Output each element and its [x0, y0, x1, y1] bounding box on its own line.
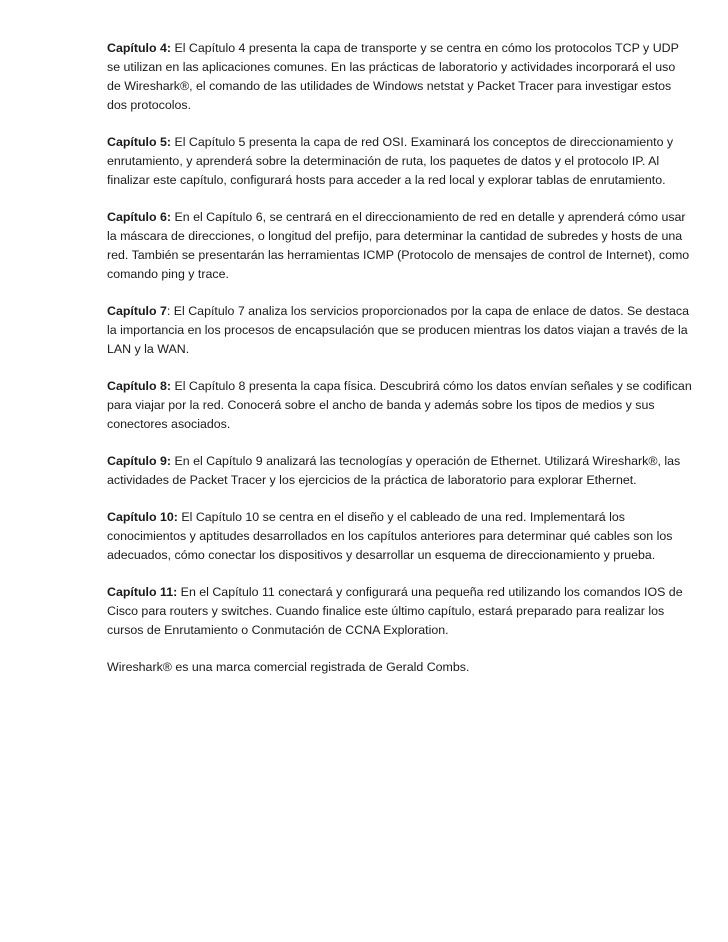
chapter-10-text: El Capítulo 10 se centra en el diseño y el cableado de una red. Implementará los conocimientos y aptitudes desarrollados en los capítulos anteriores para determinar qué cables son los adecuados, cómo conectar los dispositivos y desarrollar un esquema de direccionamiento y prueba. — [107, 510, 673, 562]
chapter-7-label: Capítulo 7 — [107, 304, 167, 318]
chapter-4-paragraph — [107, 39, 692, 115]
chapter-8-label: Capítulo 8: — [107, 379, 172, 393]
chapter-4-text: El Capítulo 4 presenta la capa de transporte y se centra en cómo los protocolos TCP y UDP se utilizan en las aplicaciones comunes. En las prácticas de laboratorio y actividades incorporará el uso de Wireshark®, el comando de las utilidades de Windows netstat y Packet Tracer para investigar estos dos protocolos. — [107, 41, 679, 112]
chapter-11-text: En el Capítulo 11 conectará y configurará una pequeña red utilizando los comandos IOS de Cisco para routers y switches. Cuando finalice este último capítulo, estará preparado para realizar los cursos de Enrutamiento o Conmutación de CCNA Exploration. — [107, 585, 683, 637]
chapter-5-text: El Capítulo 5 presenta la capa de red OSI. Examinará los conceptos de direccionamiento y enrutamiento, y aprenderá sobre la determinación de ruta, los paquetes de datos y el protocolo IP. Al finalizar este capítulo, configurará hosts para acceder a la red local y explorar tablas de enrutamiento. — [107, 135, 674, 187]
document-body — [107, 39, 692, 677]
chapter-5-label: Capítulo 5: — [107, 135, 172, 149]
chapter-7-text: : El Capítulo 7 analiza los servicios proporcionados por la capa de enlace de datos. Se destaca la importancia en los procesos de encapsulación que se producen mientras los datos viajan a través de la LAN y la WAN. — [107, 304, 689, 356]
chapter-9-paragraph — [107, 452, 692, 490]
chapter-6-text: En el Capítulo 6, se centrará en el direccionamiento de red en detalle y aprenderá cómo usar la máscara de direcciones, o longitud del prefijo, para determinar la cantidad de subredes y hosts de una red. También se presentarán las herramientas ICMP (Protocolo de mensajes de control de Internet), como comando ping y trace. — [107, 210, 690, 281]
chapter-4-label: Capítulo 4: — [107, 41, 172, 55]
chapter-6-paragraph — [107, 208, 692, 284]
chapter-6-label: Capítulo 6: — [107, 210, 172, 224]
trademark-note: Wireshark® es una marca comercial registrada de Gerald Combs. — [107, 660, 470, 674]
chapter-11-paragraph — [107, 583, 692, 640]
chapter-9-label: Capítulo 9: — [107, 454, 172, 468]
chapter-5-paragraph — [107, 133, 692, 190]
chapter-8-paragraph — [107, 377, 692, 434]
chapter-10-paragraph — [107, 508, 692, 565]
chapter-10-label: Capítulo 10: — [107, 510, 178, 524]
chapter-11-label: Capítulo 11: — [107, 585, 178, 599]
chapter-7-paragraph — [107, 302, 692, 359]
chapter-8-text: El Capítulo 8 presenta la capa física. Descubrirá cómo los datos envían señales y se codifican para viajar por la red. Conocerá sobre el ancho de banda y además sobre los tipos de medios y sus conectores asociados. — [107, 379, 692, 431]
chapter-9-text: En el Capítulo 9 analizará las tecnologías y operación de Ethernet. Utilizará Wireshark®, las actividades de Packet Tracer y los ejercicios de la práctica de laboratorio para explorar Ethernet. — [107, 454, 681, 487]
